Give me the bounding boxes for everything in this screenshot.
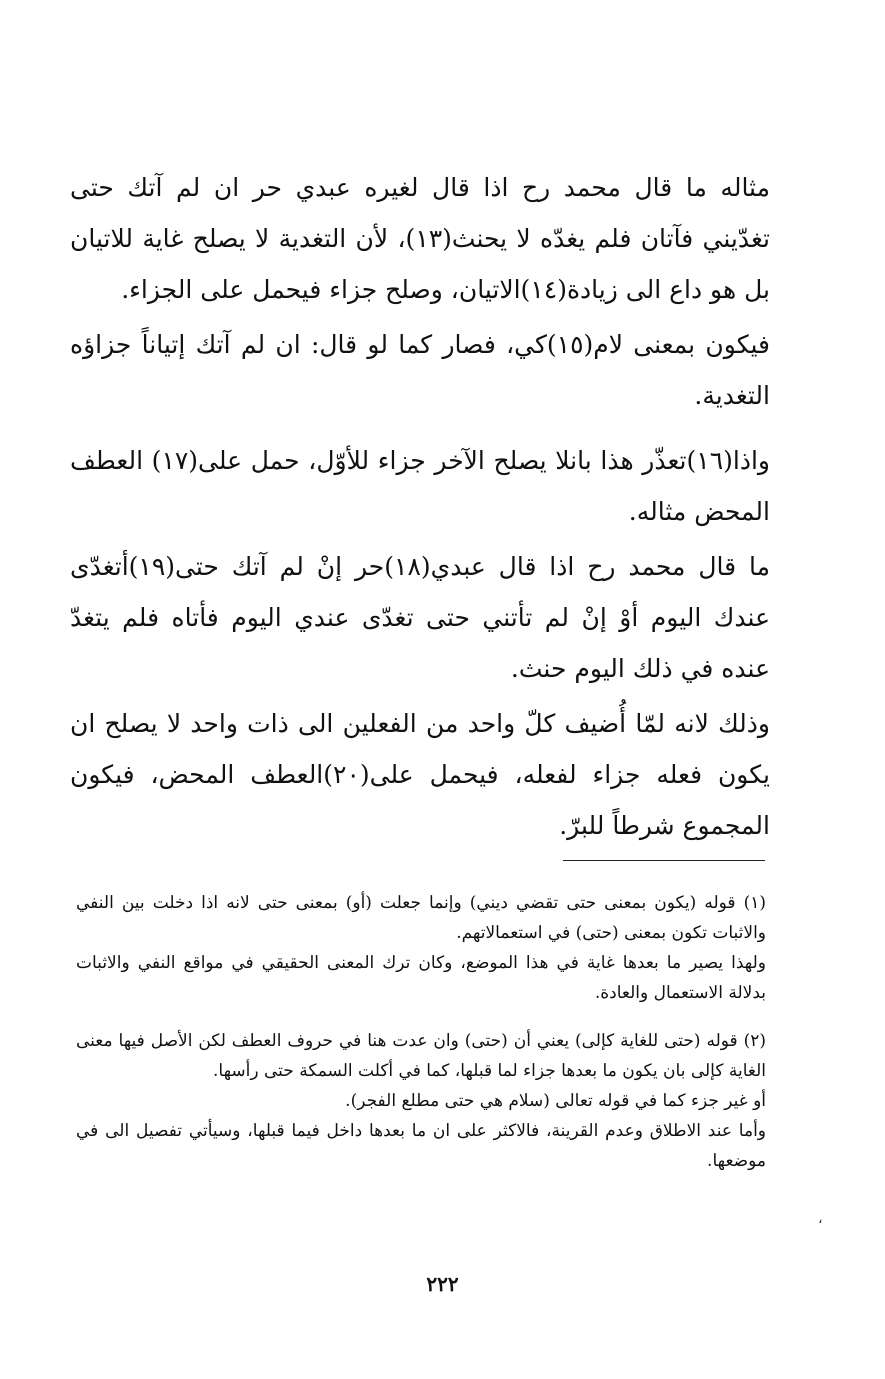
paragraph: وذلك لانه لمّا أُضيف كلّ واحد من الفعلين الى ذات واحد لا يصلح ان يكون فعله جزاء لفعله، فيحمل على(٢٠)العطف المحض، فيكون المجموع شرطاً للبرّ. [70, 709, 770, 840]
footnote: (٢) قوله (حتى للغاية كإلى) يعني أن (حتى) وان عدت هنا في حروف العطف لكن الأصل فيها معنى الغاية كإلى بان يكون ما بعدها جزاء لما قبلها، كما في أكلت السمكة حتى رأسها. [76, 1031, 766, 1081]
paragraph: واذا(١٦)تعذّر هذا بانلا يصلح الآخر جزاء للأوّل، حمل على(١٧) العطف المحض مثاله. [70, 446, 770, 526]
footnotes-block [76, 888, 766, 1176]
main-text-block [70, 162, 770, 851]
footnote: أو غير جزء كما في قوله تعالى (سلام هي حتى مطلع الفجر). [345, 1091, 766, 1111]
footnote: ولهذا يصير ما بعدها غاية في هذا الموضع، وكان ترك المعنى الحقيقي في مواقع النفي والاثبات بدلالة الاستعمال والعادة. [76, 953, 766, 1003]
paragraph: مثاله ما قال محمد رح اذا قال لغيره عبدي حر ان لم آتك حتى تغدّيني فآتان فلم يغدّه لا يحنث(١٣)، لأن التغدية لا يصلح غاية للاتيان بل هو داع الى زيادة(١٤)الاتيان، وصلح جزاء فيحمل على الجزاء. [70, 173, 770, 304]
page-number: ٢٢٢ [426, 1272, 459, 1296]
footnote-separator [563, 860, 765, 861]
stray-mark: ، [818, 1211, 823, 1227]
paragraph: فيكون بمعنى لام(١٥)كي، فصار كما لو قال: ان لم آتك إتياناً جزاؤه التغدية. [70, 330, 771, 410]
footnote: وأما عند الاطلاق وعدم القرينة، فالاكثر على ان ما بعدها داخل فيما قبلها، وسيأتي تفصيل الى في موضعها. [76, 1121, 766, 1171]
paragraph: ما قال محمد رح اذا قال عبدي(١٨)حر إنْ لم آتك حتى(١٩)أتغدّى عندك اليوم أوْ إنْ لم تأتني حتى تغدّى عندي اليوم فأتاه فلم يتغدّ عنده في ذلك اليوم حنث. [70, 552, 770, 683]
footnote: (١) قوله (يكون بمعنى حتى تقضي ديني) وإنما جعلت (أو) بمعنى حتى لانه اذا دخلت بين النفي والاثبات تكون بمعنى (حتى) في استعمالاتهم. [76, 893, 766, 943]
